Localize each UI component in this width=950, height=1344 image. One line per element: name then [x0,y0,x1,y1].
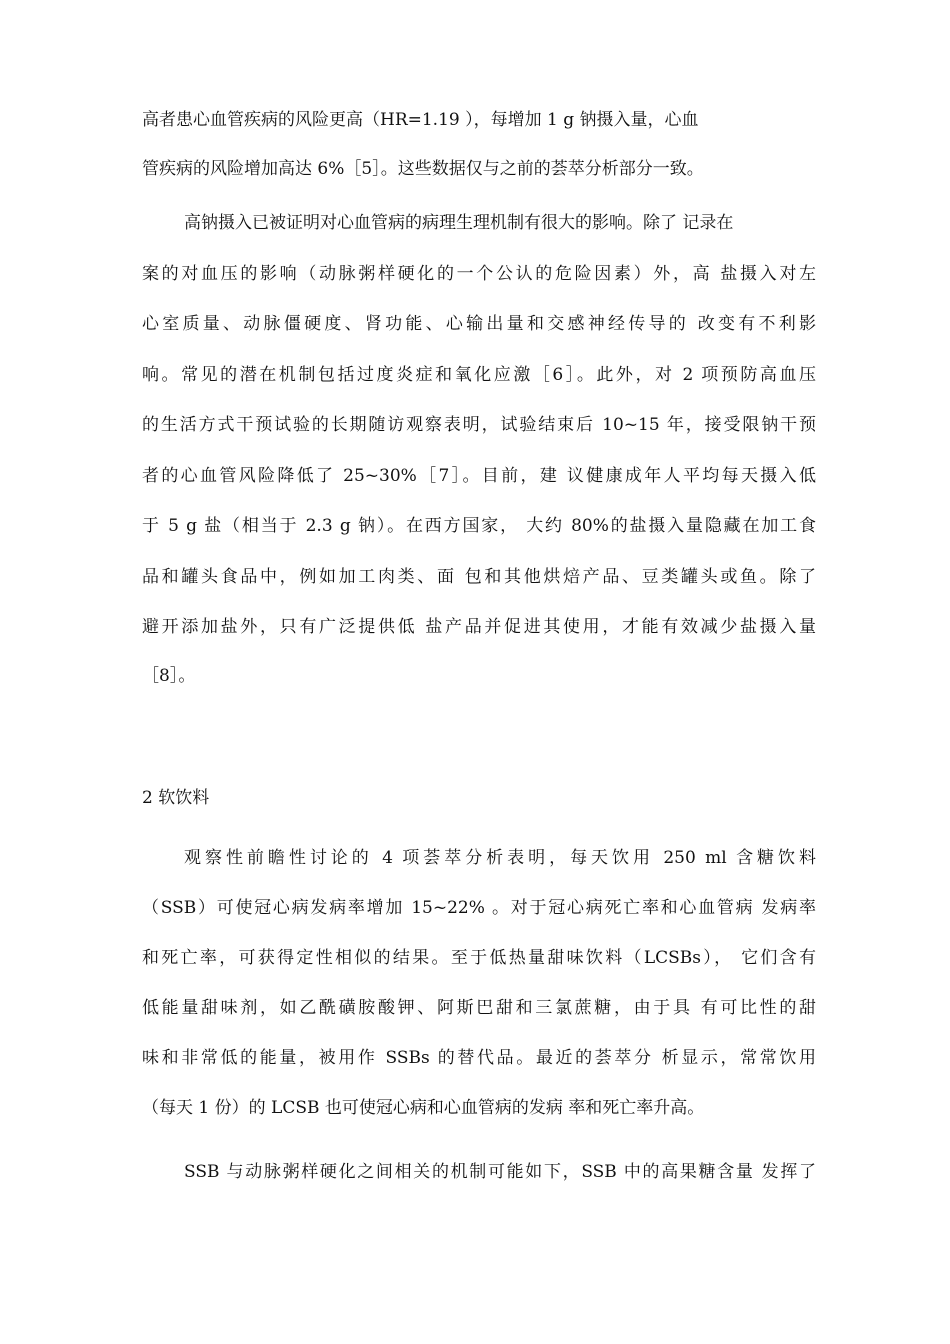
paragraph-line: 者的心血管风险降低了 25~30%［7］。目前，建 议健康成年人平均每天摄入低 [142,466,816,486]
paragraph-line: 心室质量、动脉僵硬度、肾功能、心输出量和交感神经传导的 改变有不利影 [142,314,816,334]
paragraph-line: 高钠摄入已被证明对心血管病的病理生理机制有很大的影响。除了 记录在 [184,213,734,233]
paragraph-line: （每天 1 份）的 LCSB 也可使冠心病和心血管病的发病 率和死亡率升高。 [142,1098,705,1118]
paragraph-line: 管疾病的风险增加高达 6%［5］。这些数据仅与之前的荟萃分析部分一致。 [142,159,704,179]
paragraph-line: 避开添加盐外，只有广泛提供低 盐产品并促进其使用，才能有效减少盐摄入量 [142,617,816,637]
paragraph-line: 观察性前瞻性讨论的 4 项荟萃分析表明，每天饮用 250 ml 含糖饮料 [184,848,816,868]
paragraph-line: 和死亡率，可获得定性相似的结果。至于低热量甜味饮料（LCSBs）， 它们含有 [142,948,816,968]
paragraph-line: 的生活方式干预试验的长期随访观察表明，试验结束后 10~15 年，接受限钠干预 [142,415,816,435]
paragraph-line: 低能量甜味剂，如乙酰磺胺酸钾、阿斯巴甜和三氯蔗糖，由于具 有可比性的甜 [142,998,816,1018]
paragraph-line: SSB 与动脉粥样硬化之间相关的机制可能如下，SSB 中的高果糖含量 发挥了 [184,1162,816,1182]
section-heading: 2 软饮料 [142,788,210,808]
paragraph-line: 响。常见的潜在机制包括过度炎症和氧化应激［6］。此外，对 2 项预防高血压 [142,365,816,385]
paragraph-line: 品和罐头食品中，例如加工肉类、面 包和其他烘焙产品、豆类罐头或鱼。除了 [142,567,816,587]
paragraph-line: 高者患心血管疾病的风险更高（HR=1.19 ），每增加 1 g 钠摄入量，心血 [142,110,699,130]
paragraph-line: 味和非常低的能量，被用作 SSBs 的替代品。最近的荟萃分 析显示，常常饮用 [142,1048,816,1068]
paragraph-line: 于 5 g 盐（相当于 2.3 g 钠）。在西方国家， 大约 80%的盐摄入量隐藏在加工食 [142,516,816,536]
paragraph-line: ［8］。 [142,666,196,686]
paragraph-line: （SSB）可使冠心病发病率增加 15~22% 。对于冠心病死亡率和心血管病 发病率 [142,898,816,918]
paragraph-line: 案的对血压的影响（动脉粥样硬化的一个公认的危险因素）外，高 盐摄入对左 [142,264,816,284]
